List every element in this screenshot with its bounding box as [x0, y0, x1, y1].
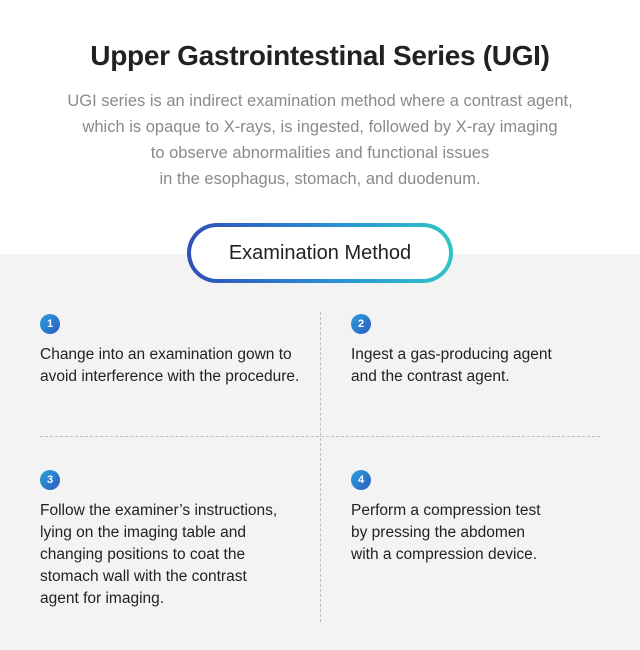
step-text-line: Ingest a gas-producing agent	[351, 346, 552, 363]
step-number-badge: 3	[40, 470, 60, 490]
step-text	[40, 344, 310, 388]
description-line: in the esophagus, stomach, and duodenum.	[159, 170, 481, 188]
step-number-badge: 1	[40, 314, 60, 334]
page-title: Upper Gastrointestinal Series (UGI)	[90, 40, 550, 71]
step-text-line: avoid interference with the procedure.	[40, 368, 300, 385]
step-text-line: Change into an examination gown to	[40, 346, 292, 363]
description	[40, 88, 600, 192]
step-text-line: changing positions to coat the	[40, 546, 246, 563]
step-number-badge: 2	[351, 314, 371, 334]
description-line: to observe abnormalities and functional issues	[150, 144, 490, 162]
horizontal-divider	[40, 436, 600, 437]
step-3	[40, 470, 310, 610]
step-text-line: Follow the examiner’s instructions,	[40, 502, 278, 519]
step-number-badge: 4	[351, 470, 371, 490]
step-text	[351, 344, 621, 388]
vertical-divider	[320, 312, 321, 622]
step-text-line: agent for imaging.	[40, 590, 165, 607]
description-line: which is opaque to X-rays, is ingested, followed by X-ray imaging	[82, 118, 558, 136]
step-2	[351, 314, 621, 388]
step-text-line: Perform a compression test	[351, 502, 541, 519]
step-text-line: by pressing the abdomen	[351, 524, 526, 541]
step-text	[351, 500, 621, 566]
step-text	[40, 500, 310, 610]
description-line: UGI series is an indirect examination method where a contrast agent,	[67, 92, 573, 110]
step-text-line: with a compression device.	[351, 546, 538, 563]
examination-method-label: Examination Method	[191, 227, 449, 279]
step-4	[351, 470, 621, 566]
step-text-line: lying on the imaging table and	[40, 524, 246, 541]
step-text-line: stomach wall with the contrast	[40, 568, 247, 585]
examination-method-badge	[187, 223, 453, 283]
step-1	[40, 314, 310, 388]
step-text-line: and the contrast agent.	[351, 368, 510, 385]
